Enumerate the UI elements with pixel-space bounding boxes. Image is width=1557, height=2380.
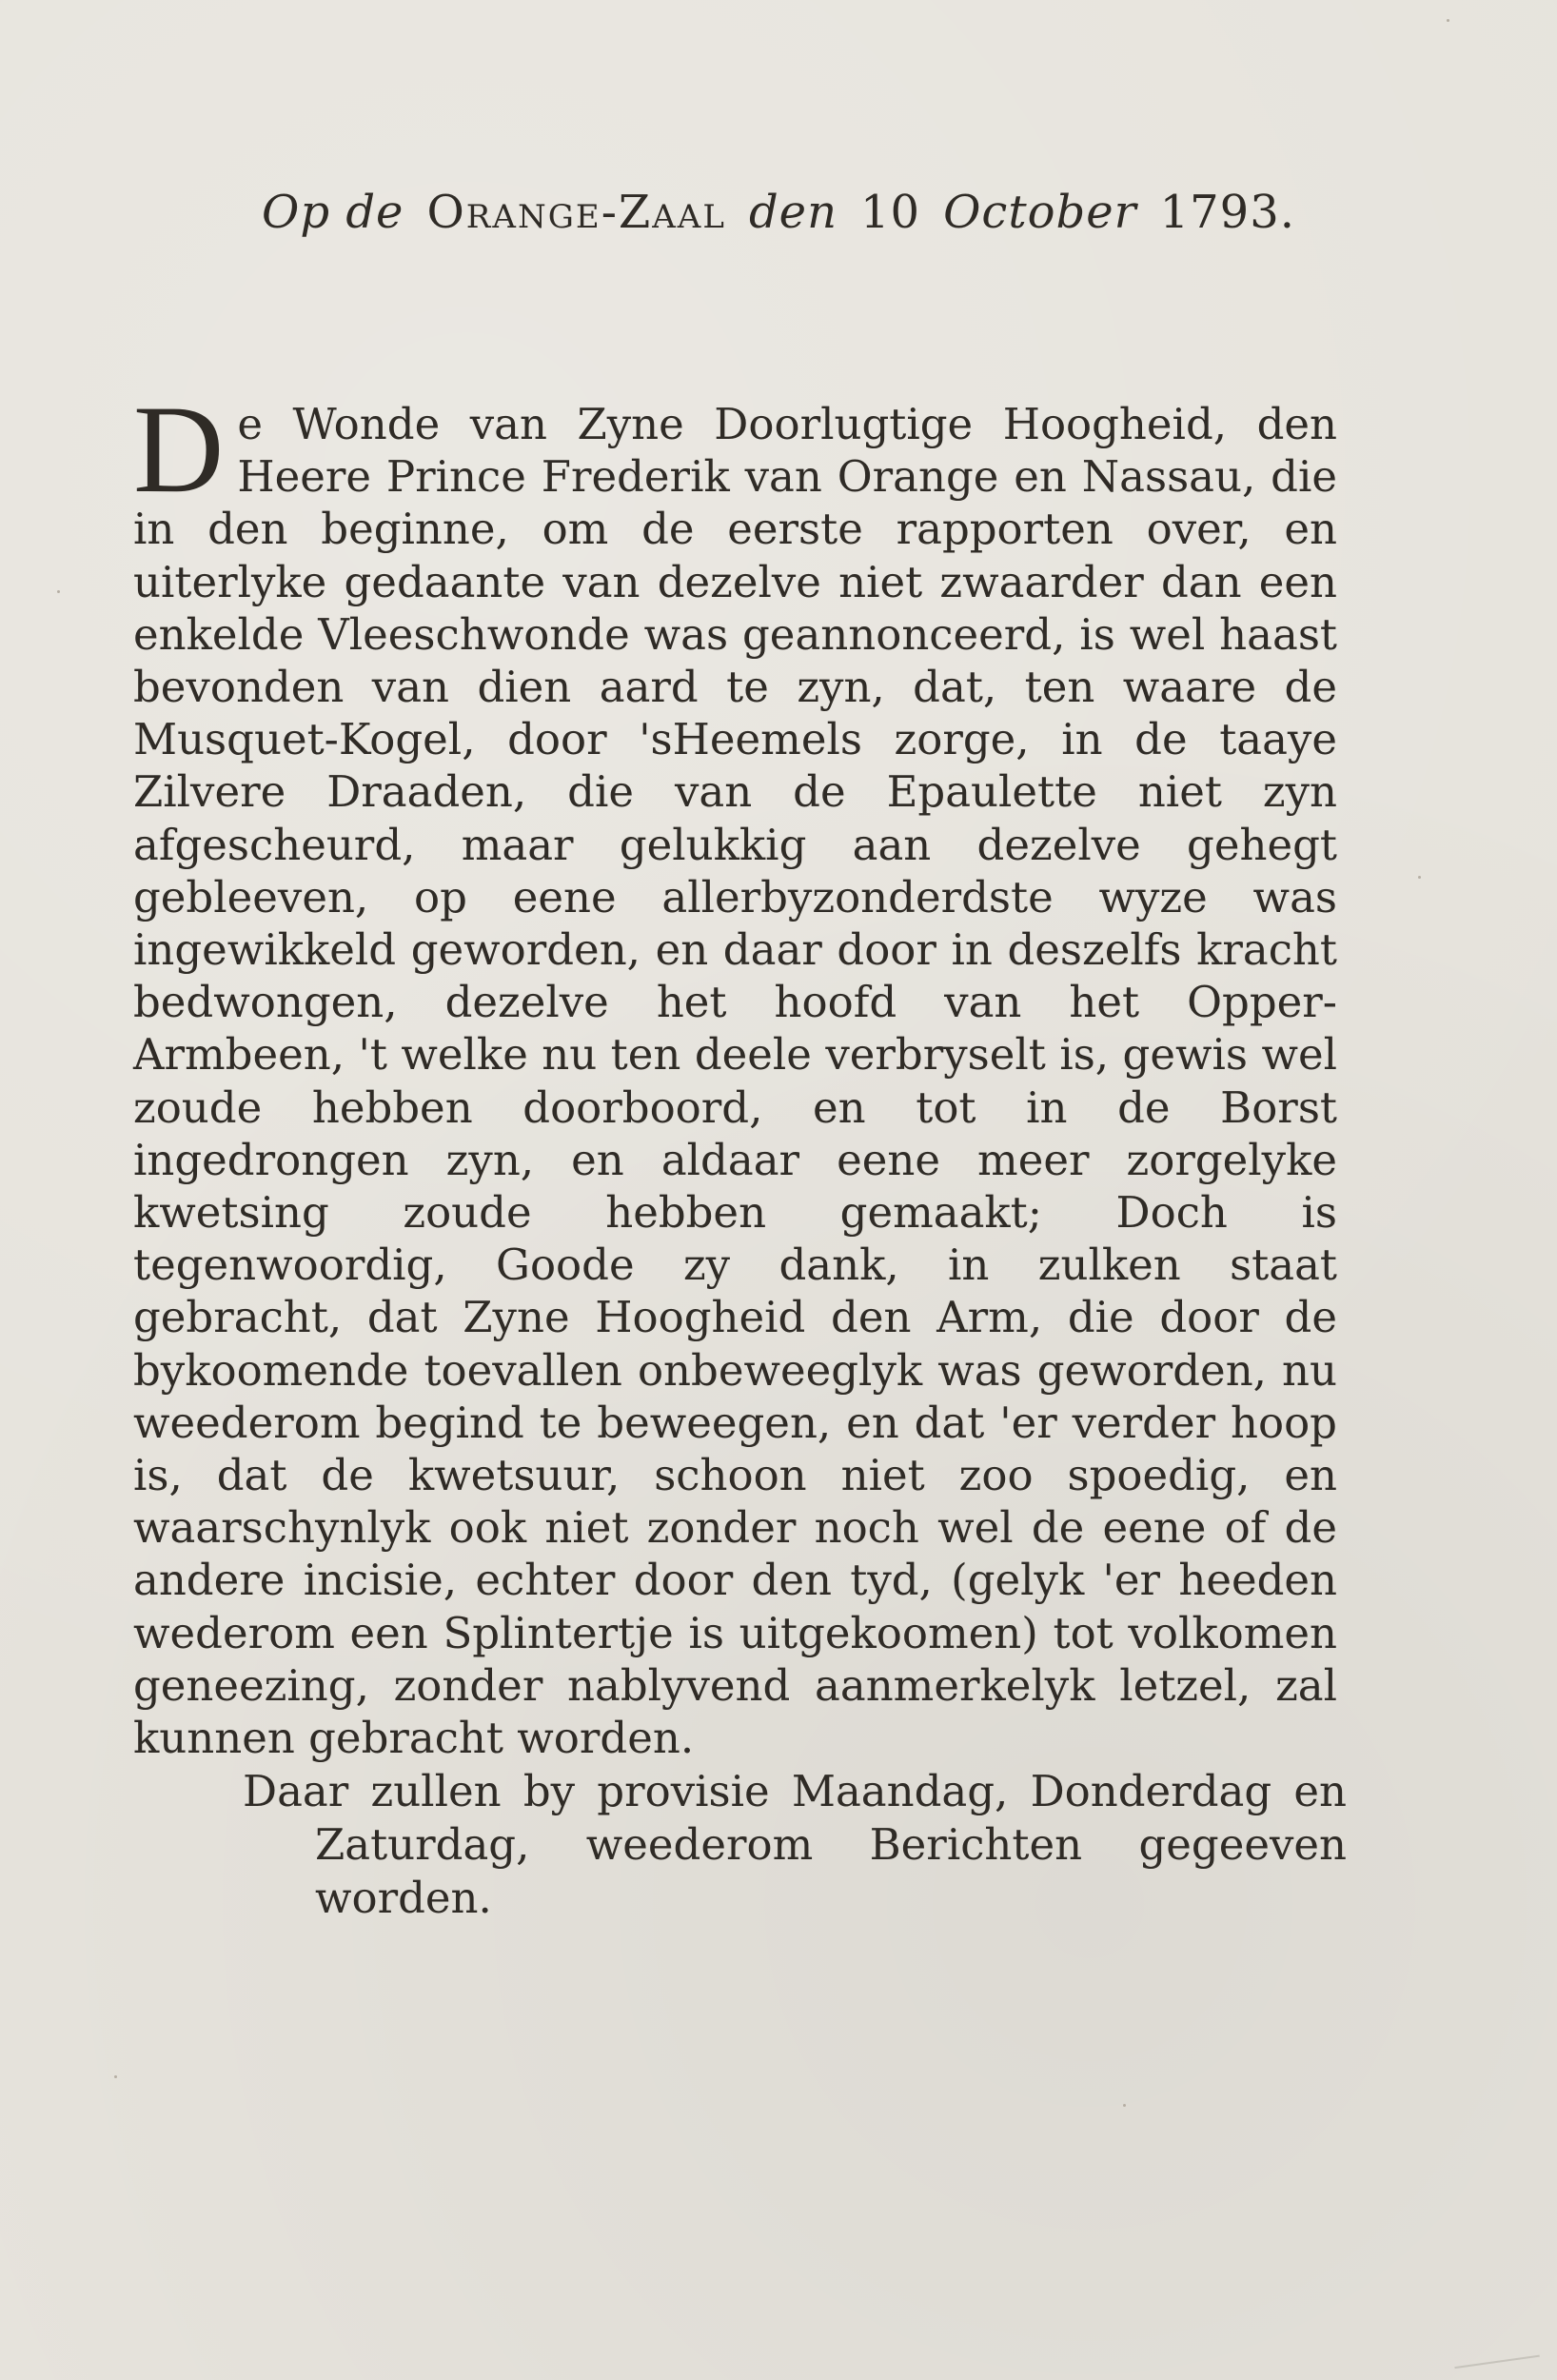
paper-speck <box>1418 876 1421 879</box>
header-location: Orange-Zaal <box>426 186 726 239</box>
paper-speck <box>1447 19 1449 22</box>
pencil-mark <box>1450 2327 1540 2369</box>
paper-speck <box>57 590 60 593</box>
bulletin-text: e Wonde van Zyne Doorlugtige Hoogheid, den Heere Prince Frederik van Orange en Nassau, die in den beginne, om de eerste rapporten over, en uiterlyke gedaante van dezelve niet zwaarder dan een enkelde Vleeschwonde was geannonceerd, is wel haast bevonden van dien aard te zyn, dat, ten waare de Musquet-Kogel, door 'sHeemels zorge, in de taaye Zilvere Draaden, die van de Epaulette niet zyn afgescheurd, maar gelukkig aan dezelve gehegt gebleeven, op eene allerbyzonderdste wyze was ingewikkeld geworden, en daar door in deszelfs kracht bedwongen, dezelve het hoofd van het Opper-Armbeen, 't welke nu ten deele verbryselt is, gewis wel zoude hebben doorboord, en tot in de Borst ingedrongen zyn, en aldaar eene meer zorgelyke kwetsing zoude hebben gemaakt; Doch is tegenwoordig, Goode zy dank, in zulken staat gebracht, dat Zyne Hoogheid den Arm, die door de bykoomende toevallen onbeweeglyk was geworden, nu weederom begind te beweegen, en dat 'er verder hoop is, dat de kwetsuur, schoon niet zoo spoedig, en waarschynlyk ook niet zonder noch wel de eene of de andere incisie, echter door den tyd, (gelyk 'er heeden wederom een Splintertje is uitgekoomen) tot volkomen geneezing, zonder nablyvend aanmerkelyk letzel, zal kunnen gebracht worden. <box>133 399 1337 1764</box>
header-den: den <box>748 186 838 239</box>
bulletin-paragraph <box>133 379 1337 1764</box>
header-month: October <box>943 186 1137 239</box>
dateline-header <box>0 186 1557 239</box>
next-bulletins-notice: Daar zullen by provisie Maandag, Donderdag en Zaturdag, weederom Berichten gegeeven worden. <box>243 1766 1347 1923</box>
header-prefix: Op de <box>261 186 404 239</box>
paper-speck <box>1123 2104 1126 2107</box>
header-day: 10 <box>860 186 921 239</box>
drop-cap: D <box>133 379 225 519</box>
paper-speck <box>114 2075 117 2078</box>
header-year: 1793. <box>1159 186 1295 239</box>
